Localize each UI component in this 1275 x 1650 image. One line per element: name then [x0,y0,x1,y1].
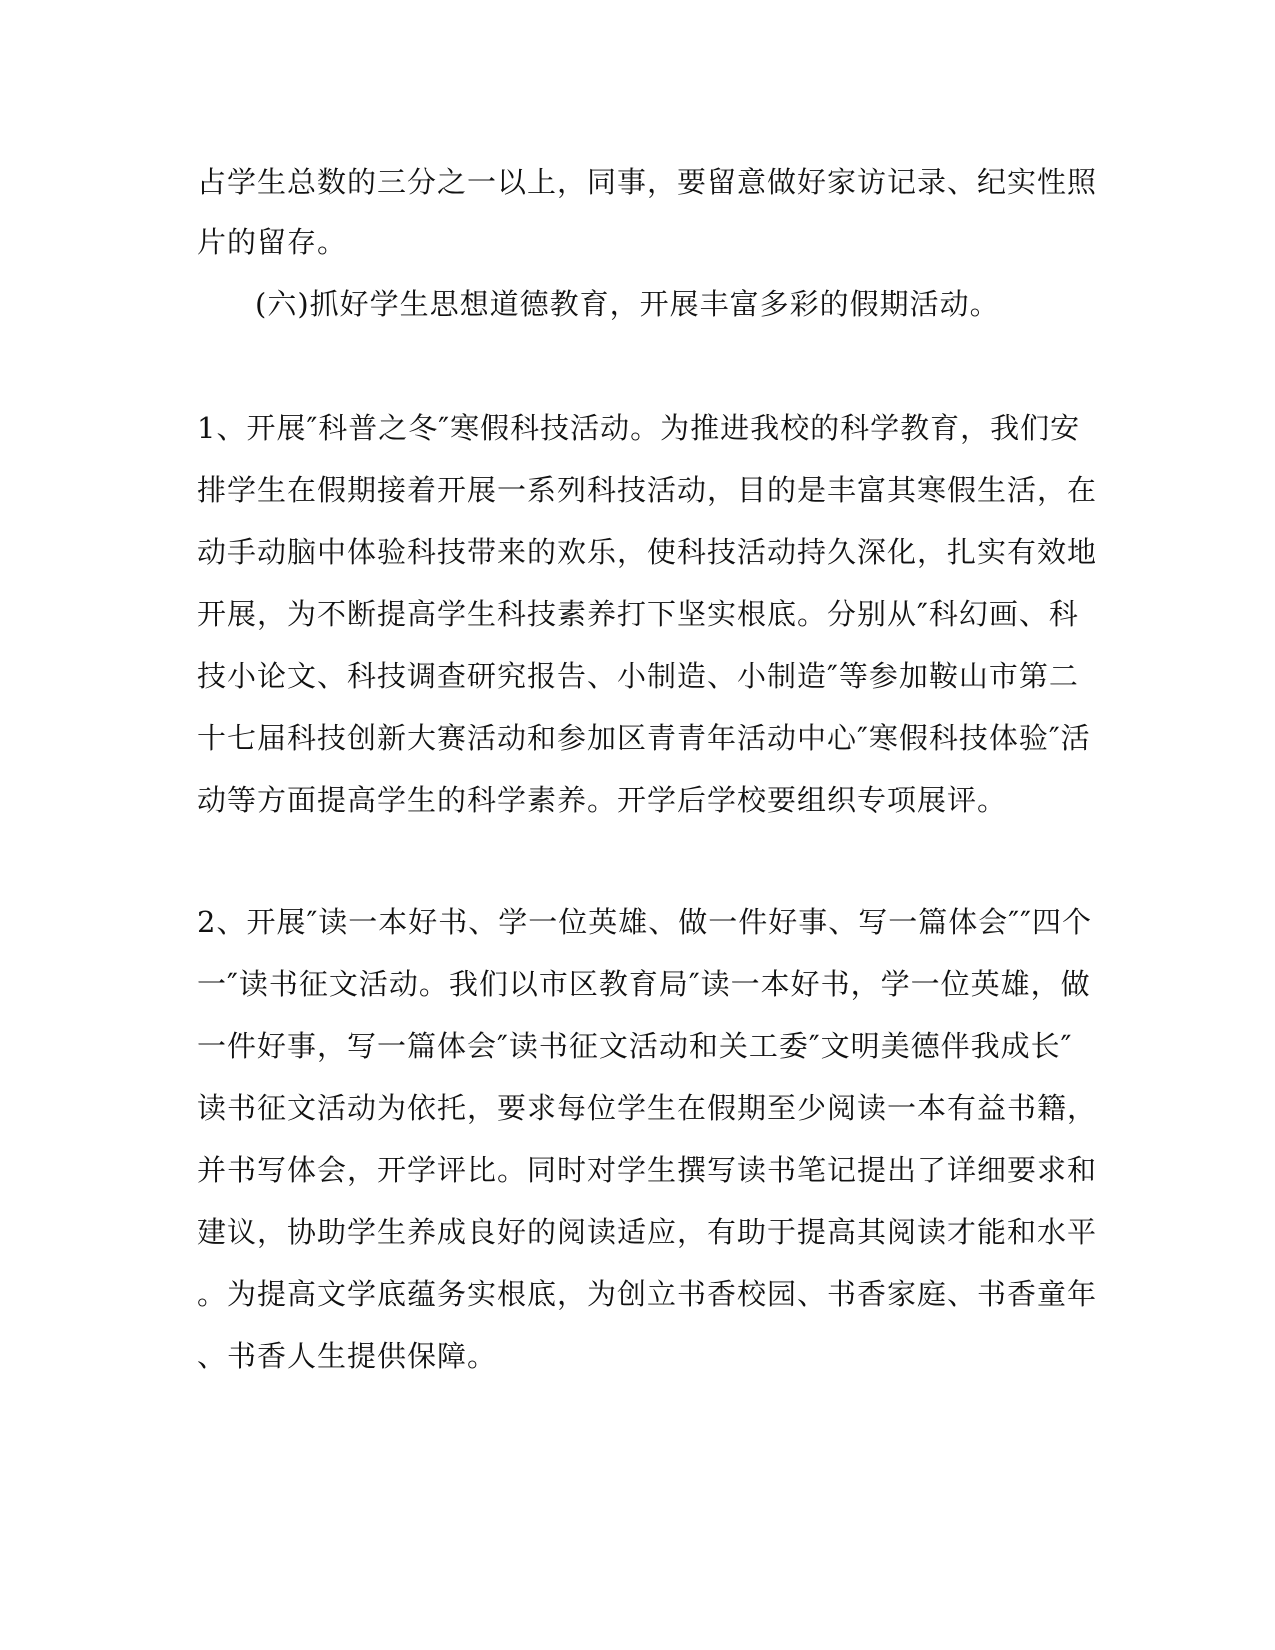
text-line: 一″读书征文活动。我们以市区教育局″读一本好书，学一位英雄，做 [197,967,1091,1001]
section-heading: (六)抓好学生思想道德教育，开展丰富多彩的假期活动。 [255,287,1000,321]
text-line: 技小论文、科技调查研究报告、小制造、小制造″等参加鞍山市第二 [197,659,1079,693]
text-line: 十七届科技创新大赛活动和参加区青青年活动中心″寒假科技体验″活 [197,721,1091,755]
text-line: 并书写体会，开学评比。同时对学生撰写读书笔记提出了详细要求和 [197,1153,1098,1187]
text-line: 、书香人生提供保障。 [197,1339,498,1373]
text-line: 1、开展″科普之冬″寒假科技活动。为推进我校的科学教育，我们安 [197,411,1081,445]
text-line: 。为提高文学底蕴务实根底，为创立书香校园、书香家庭、书香童年 [197,1277,1098,1311]
text-line: 排学生在假期接着开展一系列科技活动，目的是丰富其寒假生活，在 [197,473,1098,507]
text-line: 读书征文活动为依托，要求每位学生在假期至少阅读一本有益书籍， [197,1091,1098,1125]
text-line: 2、开展″读一本好书、学一位英雄、做一件好事、写一篇体会″″四个 [197,905,1092,939]
text-line: 占学生总数的三分之一以上，同事，要留意做好家访记录、纪实性照 [197,165,1098,199]
text-line: 动等方面提高学生的科学素养。开学后学校要组织专项展评。 [197,783,1008,817]
text-line: 动手动脑中体验科技带来的欢乐，使科技活动持久深化，扎实有效地 [197,535,1098,569]
text-line: 片的留存。 [197,225,348,259]
text-line: 一件好事，写一篇体会″读书征文活动和关工委″文明美德伴我成长″ [197,1029,1073,1063]
text-line: 开展，为不断提高学生科技素养打下坚实根底。分别从″科幻画、科 [197,597,1079,631]
text-line: 建议，协助学生养成良好的阅读适应，有助于提高其阅读才能和水平 [197,1215,1098,1249]
